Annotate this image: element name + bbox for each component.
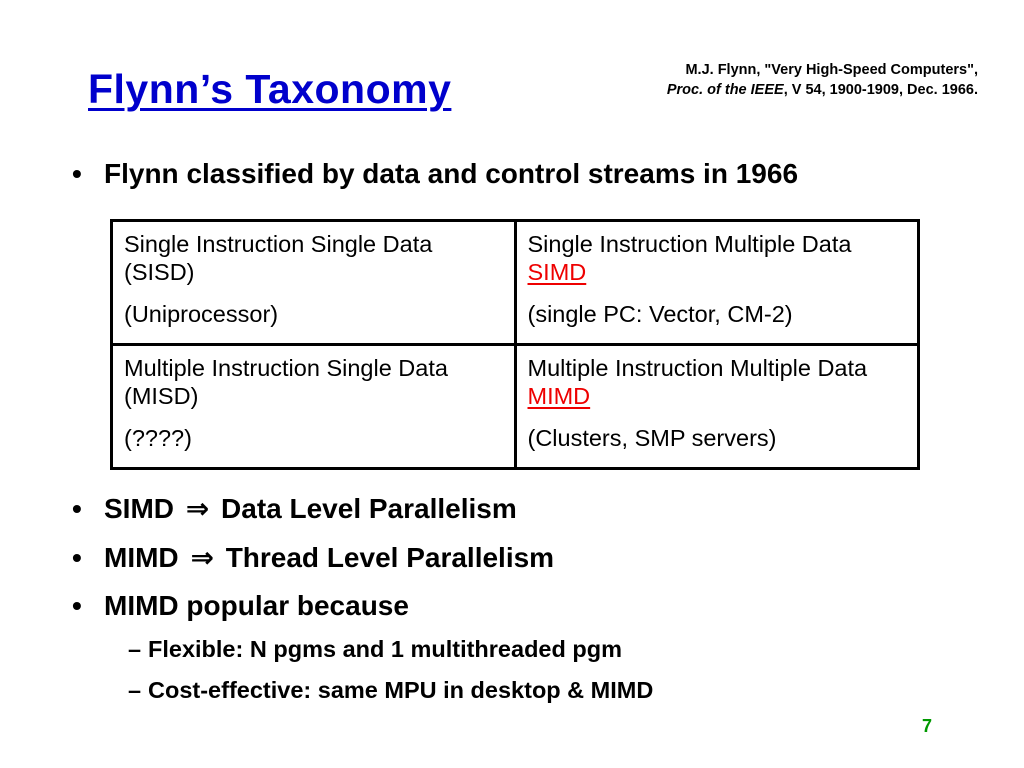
bullet-1-text: Flynn classified by data and control streams in 1966 bbox=[104, 158, 799, 189]
bullet-2 bbox=[72, 492, 517, 525]
bullet-4-text: MIMD popular because bbox=[104, 590, 409, 621]
bullet-3-prefix: MIMD bbox=[104, 542, 179, 573]
sub-dash: – bbox=[128, 677, 142, 703]
cell-mimd-note: (Clusters, SMP servers) bbox=[527, 425, 777, 451]
cell-simd bbox=[515, 221, 919, 345]
sub-dash: – bbox=[128, 636, 142, 662]
mimd-highlight: MIMD bbox=[527, 383, 591, 409]
subbullet-1-text: Flexible: N pgms and 1 multithreaded pgm bbox=[148, 636, 622, 662]
cell-mimd bbox=[515, 345, 919, 469]
subbullet-2-text: Cost-effective: same MPU in desktop & MIMD bbox=[148, 677, 654, 703]
cell-sisd-label: Single Instruction Single Data (SISD) bbox=[124, 231, 433, 285]
subbullet-2 bbox=[128, 677, 653, 704]
bullet-2-suffix: Data Level Parallelism bbox=[221, 493, 517, 524]
cell-sisd bbox=[112, 221, 516, 345]
simd-highlight: SIMD bbox=[527, 259, 587, 285]
cell-misd bbox=[112, 345, 516, 469]
citation-line1: M.J. Flynn, "Very High-Speed Computers", bbox=[685, 62, 978, 78]
implies-arrow-icon: ⇒ bbox=[185, 492, 210, 525]
subbullet-1 bbox=[128, 636, 622, 663]
bullet-dot: • bbox=[72, 158, 82, 189]
cell-misd-label: Multiple Instruction Single Data (MISD) bbox=[124, 355, 448, 409]
table-row-multiple-instruction bbox=[112, 345, 919, 469]
cell-mimd-label: Multiple Instruction Multiple Data bbox=[527, 355, 868, 381]
cell-misd-note: (????) bbox=[124, 425, 192, 451]
bullet-4 bbox=[72, 590, 409, 622]
implies-arrow-icon: ⇒ bbox=[190, 541, 214, 574]
bullet-2-prefix: SIMD bbox=[104, 493, 174, 524]
table-row-single-instruction bbox=[112, 221, 919, 345]
cell-simd-note: (single PC: Vector, CM-2) bbox=[527, 301, 793, 327]
citation-details: , V 54, 1900-1909, Dec. 1966. bbox=[783, 82, 978, 98]
page-number: 7 bbox=[922, 716, 933, 736]
bullet-dot: • bbox=[72, 590, 82, 621]
bullet-dot: • bbox=[72, 542, 82, 573]
bullet-3 bbox=[72, 541, 554, 574]
flynn-taxonomy-table bbox=[110, 219, 920, 470]
bullet-1 bbox=[72, 158, 798, 190]
bullet-3-suffix: Thread Level Parallelism bbox=[225, 542, 555, 573]
cell-sisd-note: (Uniprocessor) bbox=[124, 301, 279, 327]
citation-journal: Proc. of the IEEE bbox=[666, 82, 784, 98]
citation-line2 bbox=[667, 80, 978, 100]
cell-simd-label: Single Instruction Multiple Data bbox=[527, 231, 852, 257]
slide-title: Flynn’s Taxonomy bbox=[88, 66, 452, 112]
citation bbox=[667, 60, 978, 100]
bullet-dot: • bbox=[72, 493, 82, 524]
